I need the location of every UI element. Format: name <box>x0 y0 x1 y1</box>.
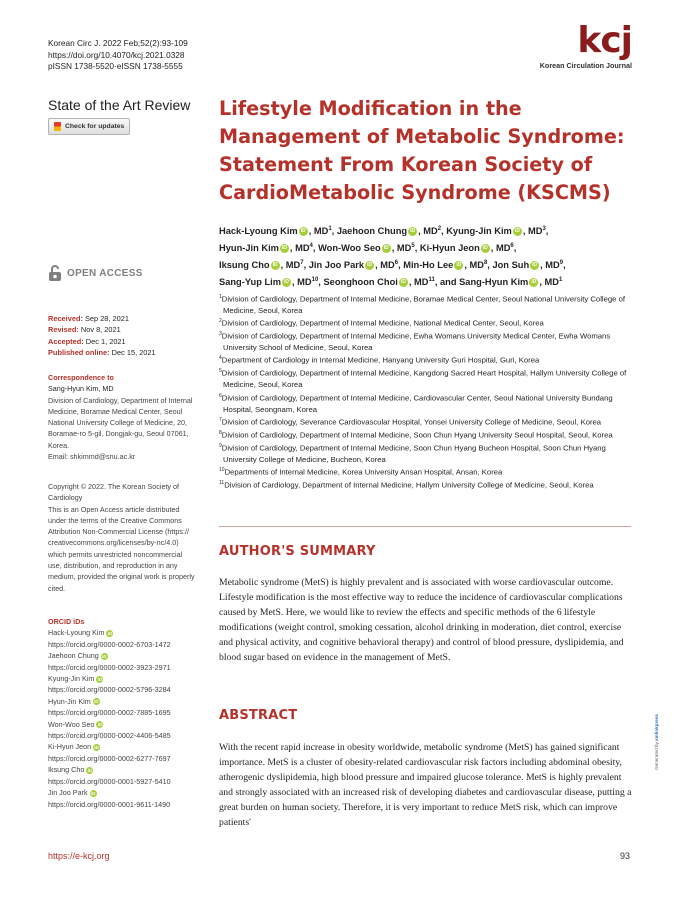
affiliation-ref: 10 <box>311 277 319 284</box>
open-access-label: OPEN ACCESS <box>67 267 143 279</box>
summary-text: Metabolic syndrome (MetS) is highly prevalent and is associated with worse cardiovascular outcome. Lifestyle modification is the most effective way to reduce the incidence of cardiovascular complications caused by MetS. Here, we would like to review the effects and specific methods of the 6 lifestyle modifications (weight control, smoking cessation, alcohol drinking in moderation, diet control, exercise and physical activity, and cognitive behavioral therapy) and control of blood pressure, dyslipidemia, and blood sugar based on evidence in the management of MetS. <box>219 577 624 664</box>
orcid-name: Hyun-Jin Kim iD <box>48 696 99 706</box>
correspondence-email[interactable]: Email: shkimmd@snu.ac.kr <box>48 452 136 462</box>
affiliation-ref: 5 <box>411 243 415 250</box>
correspondence-block: Correspondence to Sang-Hyun Kim, MD Division of Cardiology, Department of Internal Medicine, Boramae Medical Center, Seoul National University College of Medicine, 20, Boramae-ro 5-gil, Dongjak-gu, Seoul 07061, Korea. Email: shkimmd@snu.ac.kr <box>48 372 208 462</box>
affiliation-item: $^{11}$Division of Cardiology, Department of Internal Medicine, Hallym University College of Medicine, Seoul, Korea <box>219 480 594 490</box>
check-updates-label: Check for updates <box>65 123 125 130</box>
affiliation-ref: 6 <box>510 243 514 250</box>
affiliation-item: $^3$Division of Cardiology, Department of Internal Medicine, Ewha Womans University Medical Center, Ewha Womans University School of Medicine, Seoul, Korea <box>219 331 611 353</box>
affiliation-ref: 1 <box>328 226 332 232</box>
orcid-link[interactable]: https://orcid.org/0000-0002-3923-2971 <box>48 662 171 672</box>
orcid-icon[interactable]: iD <box>367 262 373 269</box>
affiliation-item: $^6$Division of Cardiology, Department of Internal Medicine, Cardiovascular Center, Seoul National University Bundang Hospital, Seongnam, Korea <box>219 392 613 414</box>
orcid-name: Ki-Hyun Jeon iD <box>48 742 99 752</box>
author-name: Jin Joo Park <box>308 260 365 271</box>
orcid-icon[interactable]: iD <box>456 262 462 269</box>
affiliation-item: $^2$Division of Cardiology, Department of Internal Medicine, National Medical Center, Seoul, Korea <box>219 318 544 328</box>
orcid-icon[interactable]: iD <box>97 722 103 728</box>
orcid-link[interactable]: https://orcid.org/0000-0002-7885-1695 <box>48 708 171 718</box>
orcid-icon[interactable]: iD <box>283 279 289 286</box>
author-name: Ki-Hyun Jeon <box>419 243 480 254</box>
orcid-icon[interactable]: iD <box>400 279 406 286</box>
logo-mark: kcj <box>577 20 632 61</box>
orcid-icon[interactable]: iD <box>300 228 306 235</box>
affiliation-ref: 4 <box>309 243 313 250</box>
abstract-heading: ABSTRACT <box>219 708 298 723</box>
affiliation-item: $^{10}$Departments of Internal Medicine, Korea University Ansan Hospital, Ansan, Korea <box>219 467 503 477</box>
orcid-icon[interactable]: iD <box>514 228 520 235</box>
article-dates <box>48 313 156 359</box>
open-access-badge <box>48 265 143 281</box>
orcid-icon[interactable]: iD <box>281 245 287 252</box>
affiliation-ref: 1 <box>558 277 563 284</box>
author-name: Hack-Lyoung Kim <box>219 226 298 237</box>
author-name: Jaehoon Chung <box>336 226 408 237</box>
journal-url[interactable]: https://e-kcj.org <box>48 851 110 861</box>
journal-logo <box>540 22 632 70</box>
date-revised: Revised: Nov 8, 2021 <box>48 325 121 335</box>
orcid-name: Jin Joo Park iD <box>48 788 96 798</box>
orcid-icon[interactable]: iD <box>532 262 538 269</box>
abstract-text: With the recent rapid increase in obesity worldwide, metabolic syndrome (MetS) has gained significant importance. MetS is a cluster of obesity-related cardiovascular risk factors including abdominal obesity, atherogenic dyslipidemia, high blood pressure and impaired glucose tolerance. MetS is highly prevalent and strongly associated with an increased risk of developing diabetes and cardiovascular disease, putting a great burden on human society. Therefore, it is very important to reduce MetS risk, which can improve patients' <box>219 742 632 829</box>
affiliation-ref: 6 <box>394 260 399 267</box>
orcid-link[interactable]: https://orcid.org/0000-0002-6703-1472 <box>48 639 171 649</box>
issn-line: pISSN 1738-5520·eISSN 1738-5555 <box>48 61 183 72</box>
orcid-name: Hack-Lyoung Kim iD <box>48 628 113 638</box>
orcid-list <box>48 616 218 810</box>
orcid-icon[interactable]: iD <box>531 279 537 286</box>
orcid-name: Iksung Cho iD <box>48 765 93 775</box>
author-name: Sang-Yup Lim <box>219 277 281 288</box>
generator-note: Generated by xmlinkpress <box>654 714 659 770</box>
orcid-icon[interactable]: iD <box>107 631 113 636</box>
date-accepted: Accepted: Dec 1, 2021 <box>48 336 126 346</box>
summary-heading: AUTHOR'S SUMMARY <box>219 544 376 559</box>
author-name: Iksung Cho <box>219 260 270 271</box>
author-name: Min-Ho Lee <box>403 260 454 271</box>
orcid-heading: ORCID iDs <box>48 617 85 626</box>
orcid-icon[interactable]: iD <box>410 228 416 235</box>
article-title: Lifestyle Modification in the Management of Metabolic Syndrome: Statement From Korean Society of CardioMetabolic Syndrome (KSCMS) <box>219 97 625 204</box>
crossmark-icon <box>54 122 61 131</box>
page-number: 93 <box>620 851 631 861</box>
open-lock-icon <box>48 265 62 281</box>
copyright-block: Copyright © 2022. The Korean Society of Cardiology This is an Open Access article distributed under the terms of the Creative Commons Attribution Non-Commercial License (https:// creativecommons.org/licenses/by-nc/4.0) which permits unrestricted noncommercial use, distribution, and reproduction in any medium, provided the original work is properly cited. <box>48 482 195 593</box>
orcid-name: Jaehoon Chung iD <box>48 651 107 661</box>
orcid-icon[interactable]: iD <box>383 245 389 252</box>
affiliation-ref: 3 <box>542 226 546 232</box>
logo-subtitle: Korean Circulation Journal <box>539 61 632 70</box>
journal-header <box>48 38 188 73</box>
orcid-name: Kyung-Jin Kim iD <box>48 674 103 684</box>
orcid-link[interactable]: https://orcid.org/0000-0001-9611-1490 <box>48 799 171 809</box>
author-name: Won-Woo Seo <box>318 243 381 254</box>
affiliation-ref: 8 <box>483 260 488 267</box>
orcid-link[interactable]: https://orcid.org/0000-0001-5927-5410 <box>48 776 171 786</box>
affiliation-item: $^9$Division of Cardiology, Department of Internal Medicine, Soon Chun Hyang Bucheon Hospital, Soon Chun Hyang University College of Medicine, Bucheon, Korea <box>219 442 606 464</box>
affiliation-item: $^7$Division of Cardiology, Severance Cardiovascular Hospital, Yonsei University College of Medicine, Seoul, Korea <box>219 416 602 427</box>
author-name: Seonghoon Choi <box>323 277 398 288</box>
doi-link[interactable]: https://doi.org/10.4070/kcj.2021.0328 <box>48 49 185 60</box>
correspondence-name: Sang-Hyun Kim, MD <box>48 384 114 394</box>
check-updates-button[interactable] <box>48 118 130 135</box>
affiliation-list <box>219 292 637 491</box>
orcid-link[interactable]: https://orcid.org/0000-0002-4406-5485 <box>48 731 171 741</box>
orcid-icon[interactable]: iD <box>97 676 103 682</box>
article-type: State of the Art Review <box>48 97 191 113</box>
orcid-link[interactable]: https://orcid.org/0000-0002-5796-3284 <box>48 685 171 695</box>
orcid-icon[interactable]: iD <box>482 245 488 252</box>
orcid-icon[interactable]: iD <box>94 745 99 751</box>
orcid-icon[interactable]: iD <box>87 767 93 773</box>
affiliation-ref: 9 <box>559 260 564 267</box>
orcid-icon[interactable]: iD <box>272 262 278 269</box>
date-published: Published online: Dec 15, 2021 <box>48 348 156 358</box>
date-received: Received: Sep 28, 2021 <box>48 314 129 323</box>
affiliation-ref: 7 <box>300 260 304 267</box>
author-name: Sang-Hyun Kim <box>459 277 529 288</box>
author-name: Jon Suh <box>492 260 530 271</box>
affiliation-item: $^8$Division of Cardiology, Department of Internal Medicine, Soon Chun Hyang University Seoul Hospital, Seoul, Korea <box>219 429 613 440</box>
affiliation-ref: 11 <box>428 277 435 284</box>
author-name: Hyun-Jin Kim <box>219 243 279 254</box>
affiliation-ref: 2 <box>437 226 442 232</box>
affiliation-item: $^5$Division of Cardiology, Department of Internal Medicine, Kangdong Sacred Heart Hospital, Hallym University College of Medicine, Seoul, Korea <box>219 368 627 390</box>
orcid-name: Won-Woo Seo iD <box>48 719 103 729</box>
affiliation-item: $^4$Department of Cardiology in Internal Medicine, Hanyang University Guri Hospital, Guri, Korea <box>219 355 540 366</box>
orcid-icon[interactable]: iD <box>102 653 107 659</box>
orcid-link[interactable]: https://orcid.org/0000-0002-6277-7697 <box>48 753 171 763</box>
citation-line: Korean Circ J. 2022 Feb;52(2):93-109 <box>48 38 188 48</box>
author-name: Kyung-Jin Kim <box>446 226 512 237</box>
section-divider <box>219 526 631 527</box>
orcid-icon[interactable]: iD <box>90 790 96 796</box>
affiliation-item: $^1$Division of Cardiology, Department of Internal Medicine, Boramae Medical Center, Seoul National University College of Medicine, Seoul, Korea <box>219 294 625 315</box>
author-list: Hack-Lyoung Kim iD , $MD^1$, Jaehoon Chung iD , $MD^2$, Kyung-Jin Kim iD , $MD^3$, Hyun-Jin Kim iD , $MD^4$, Won-Woo Seo iD , $MD^5$, Ki-Hyun Jeon iD , $MD^6$, Iksung Cho iD , $MD^7$, Jin Joo Park iD , $MD^6$, Min-Ho Lee iD , $MD^8$, Jon Suh iD , $MD^9$, Sang-Yup Lim iD , MD$^{10}$, Seonghoon Choi iD , MD$^{11}$, and Sang-Hyun Kim iD , $MD^1$ <box>219 226 566 288</box>
correspondence-heading: Correspondence to <box>48 373 114 382</box>
orcid-icon[interactable]: iD <box>94 699 99 705</box>
